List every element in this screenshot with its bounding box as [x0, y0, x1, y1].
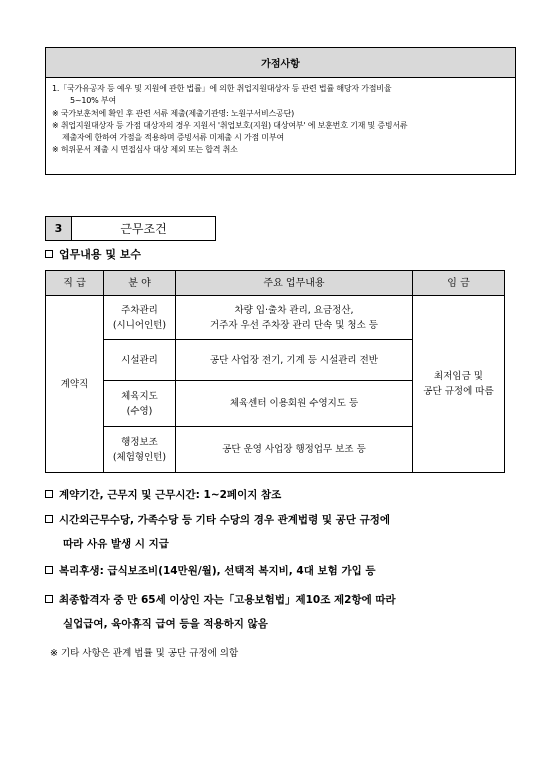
wage-cell	[413, 296, 505, 473]
note-text: 계약기간, 근무지 및 근무시간: 1~2페이지 참조	[59, 489, 282, 501]
bonus-points-box	[45, 47, 516, 175]
square-bullet-icon	[45, 566, 53, 574]
note-text: 복리후생: 급식보조비(14만원/월), 선택적 복지비, 4대 보험 가입 등	[59, 565, 376, 577]
field-text: 행정보조	[121, 436, 158, 448]
note-item	[45, 512, 390, 527]
field-text: 체육지도	[121, 390, 158, 402]
table-header-row	[46, 271, 505, 296]
duties-cell: 공단 운영 사업장 행정업무 보조 등	[176, 427, 413, 473]
field-text: 주차관리	[121, 304, 158, 316]
square-bullet-icon	[45, 595, 53, 603]
square-bullet-icon	[45, 490, 53, 498]
note-continuation: 따라 사유 발생 시 지급	[63, 538, 169, 550]
header-duties: 주요 업무내용	[176, 271, 413, 296]
duties-table	[45, 270, 505, 473]
field-cell	[104, 381, 176, 427]
header-wage: 임 금	[413, 271, 505, 296]
subsection-heading	[45, 246, 141, 262]
note-item	[45, 592, 396, 607]
rank-cell: 계약직	[46, 296, 104, 473]
subsection-label: 업무내용 및 보수	[59, 248, 142, 261]
wage-text: 최저임금 및	[434, 371, 483, 382]
note-item	[45, 487, 281, 502]
footnote: ※ 기타 사항은 관계 법률 및 공단 규정에 의함	[50, 648, 239, 659]
duties-cell	[176, 296, 413, 340]
bonus-line: 5~10% 부여	[70, 96, 116, 106]
square-bullet-icon	[45, 515, 53, 523]
header-rank: 직 급	[46, 271, 104, 296]
header-field: 분 야	[104, 271, 176, 296]
bonus-line: ※ 국가보훈처에 확인 후 관련 서류 제출(제출기관명: 노원구서비스공단)	[52, 108, 295, 118]
bonus-line: ※ 허위문서 제출 시 면접심사 대상 제외 또는 합격 취소	[52, 145, 238, 155]
note-item	[45, 563, 376, 578]
section-title: 근무조건	[72, 216, 216, 241]
duties-cell: 공단 사업장 전기, 기계 등 시설관리 전반	[176, 340, 413, 381]
duties-text: 거주자 우선 주차장 관리 단속 및 청소 등	[210, 319, 378, 331]
duties-text: 차량 입·출차 관리, 요금정산,	[234, 304, 354, 316]
field-cell: 시설관리	[104, 340, 176, 381]
bonus-line: 제출자에 한하여 가점을 적용하며 증빙서류 미제출 시 가점 미부여	[62, 133, 284, 143]
field-text: (시니어인턴)	[112, 319, 167, 331]
field-cell	[104, 296, 176, 340]
bonus-points-title: 가점사항	[46, 48, 515, 78]
field-cell	[104, 427, 176, 473]
bonus-line: ※ 취업지원대상자 등 가점 대상자의 경우 지원서 '취업보호(지원) 대상여부' 에 보훈번호 기재 및 증빙서류	[52, 120, 408, 130]
wage-text: 공단 규정에 따름	[423, 386, 494, 397]
field-text: (체험형인턴)	[112, 451, 167, 463]
note-text: 시간외근무수당, 가족수당 등 기타 수당의 경우 관계법령 및 공단 규정에	[59, 514, 391, 526]
note-continuation: 실업급여, 육아휴직 급여 등을 적용하지 않음	[63, 618, 268, 630]
note-text: 최종합격자 중 만 65세 이상인 자는「고용보험법」제10조 제2항에 따라	[59, 594, 396, 606]
bonus-line: 1.「국가유공자 등 예우 및 지원에 관한 법률」에 의한 취업지원대상자 등 관련 법률 해당자 가점비율	[52, 84, 392, 93]
table-row	[46, 296, 505, 340]
bonus-points-body	[46, 78, 515, 157]
duties-cell: 체육센터 이용회원 수영지도 등	[176, 381, 413, 427]
section-number: 3	[45, 216, 72, 241]
field-text: (수영)	[126, 405, 153, 417]
square-bullet-icon	[45, 250, 53, 258]
